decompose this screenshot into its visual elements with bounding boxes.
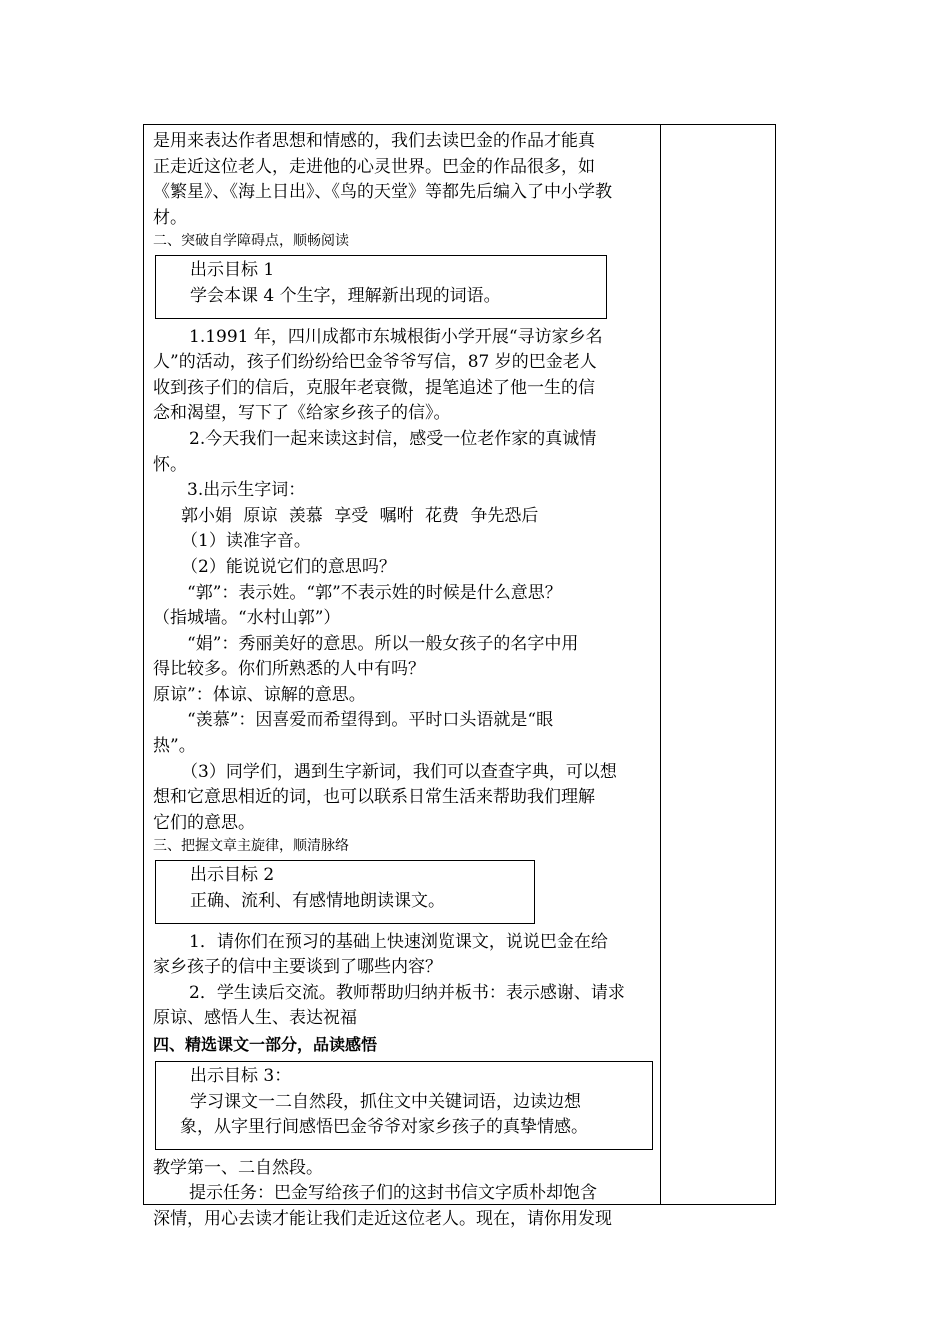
text-line: （1）读准字音。 <box>181 531 311 552</box>
text-line: （3）同学们，遇到生字新词，我们可以查查字典，可以想 <box>181 761 617 782</box>
goal-box-3 <box>155 1061 653 1150</box>
text-line: 2．学生读后交流。教师帮助归纳并板书：表示感谢、请求 <box>189 982 625 1003</box>
text-line: 是用来表达作者思想和情感的，我们去读巴金的作品才能真 <box>153 131 595 151</box>
text-line: 3.出示生字词： <box>187 480 306 501</box>
text-line: “娟”：秀丽美好的意思。所以一般女孩子的名字中用 <box>187 633 579 654</box>
text-line: 正走近这位老人，走进他的心灵世界。巴金的作品很多，如 <box>153 156 595 177</box>
text-line: 家乡孩子的信中主要谈到了哪些内容？ <box>153 957 442 978</box>
goal-title: 出示目标 2 <box>190 865 275 886</box>
goal-text: 正确、流利、有感情地朗读课文。 <box>190 891 445 912</box>
section-heading-2: 二、突破自学障碍点，顺畅阅读 <box>153 233 349 250</box>
text-line: 它们的意思。 <box>153 812 255 833</box>
text-line: 怀。 <box>153 454 187 475</box>
section-heading-3: 三、把握文章主旋律，顺清脉络 <box>153 838 349 855</box>
text-line: 提示任务：巴金写给孩子们的这封书信文字质朴却饱含 <box>189 1183 597 1204</box>
text-line: 热”。 <box>153 736 196 757</box>
text-line: 念和渴望，写下了《给家乡孩子的信》。 <box>153 403 451 424</box>
goal-text: 学习课文一二自然段，抓住文中关键词语，边读边想 <box>190 1091 581 1112</box>
goal-title: 出示目标 1 <box>190 260 275 281</box>
text-line: 2.今天我们一起来读这封信，感受一位老作家的真诚情 <box>189 428 597 449</box>
text-line: 原谅”：体谅、谅解的意思。 <box>153 684 366 705</box>
goal-text: 象，从字里行间感悟巴金爷爷对家乡孩子的真挚情感。 <box>180 1117 588 1138</box>
text-line: 1.1991 年，四川成都市东城根街小学开展“寻访家乡名 <box>189 326 603 347</box>
section-heading-4: 四、精选课文一部分，品读感悟 <box>153 1035 378 1054</box>
text-line: （指城墙。“水村山郭”） <box>153 608 341 629</box>
text-line: 收到孩子们的信后，克服年老衰微，提笔追述了他一生的信 <box>153 377 595 398</box>
goal-text: 学会本课 4 个生字，理解新出现的词语。 <box>190 285 501 306</box>
goal-box-2 <box>155 860 535 923</box>
goal-title: 出示目标 3： <box>190 1066 292 1086</box>
text-line: 人”的活动，孩子们纷纷给巴金爷爷写信，87 岁的巴金老人 <box>153 352 597 373</box>
vocab-list: 郭小娟 原谅 羡慕 享受 嘱咐 花费 争先恐后 <box>181 505 539 526</box>
text-line: 材。 <box>153 207 187 228</box>
text-line: 得比较多。你们所熟悉的人中有吗？ <box>153 659 425 680</box>
text-line: 《繁星》、《海上日出》、《鸟的天堂》等都先后编入了中小学教 <box>153 182 612 203</box>
text-line: 1．请你们在预习的基础上快速浏览课文，说说巴金在给 <box>189 931 608 952</box>
lesson-plan-table <box>143 124 776 1229</box>
lesson-content-column <box>153 129 653 1233</box>
goal-box-1 <box>155 255 607 318</box>
text-line: “郭”：表示姓。“郭”不表示姓的时候是什么意思？ <box>187 582 562 603</box>
text-line: 教学第一、二自然段。 <box>153 1157 323 1178</box>
text-line: （2）能说说它们的意思吗？ <box>181 556 396 577</box>
column-divider <box>660 125 661 1204</box>
text-line: 深情，用心去读才能让我们走近这位老人。现在，请你用发现 <box>153 1208 612 1229</box>
text-line: 原谅、感悟人生、表达祝福 <box>153 1008 357 1029</box>
text-line: “羡慕”：因喜爱而希望得到。平时口头语就是“眼 <box>187 710 554 731</box>
text-line: 想和它意思相近的词，也可以联系日常生活来帮助我们理解 <box>153 787 595 808</box>
